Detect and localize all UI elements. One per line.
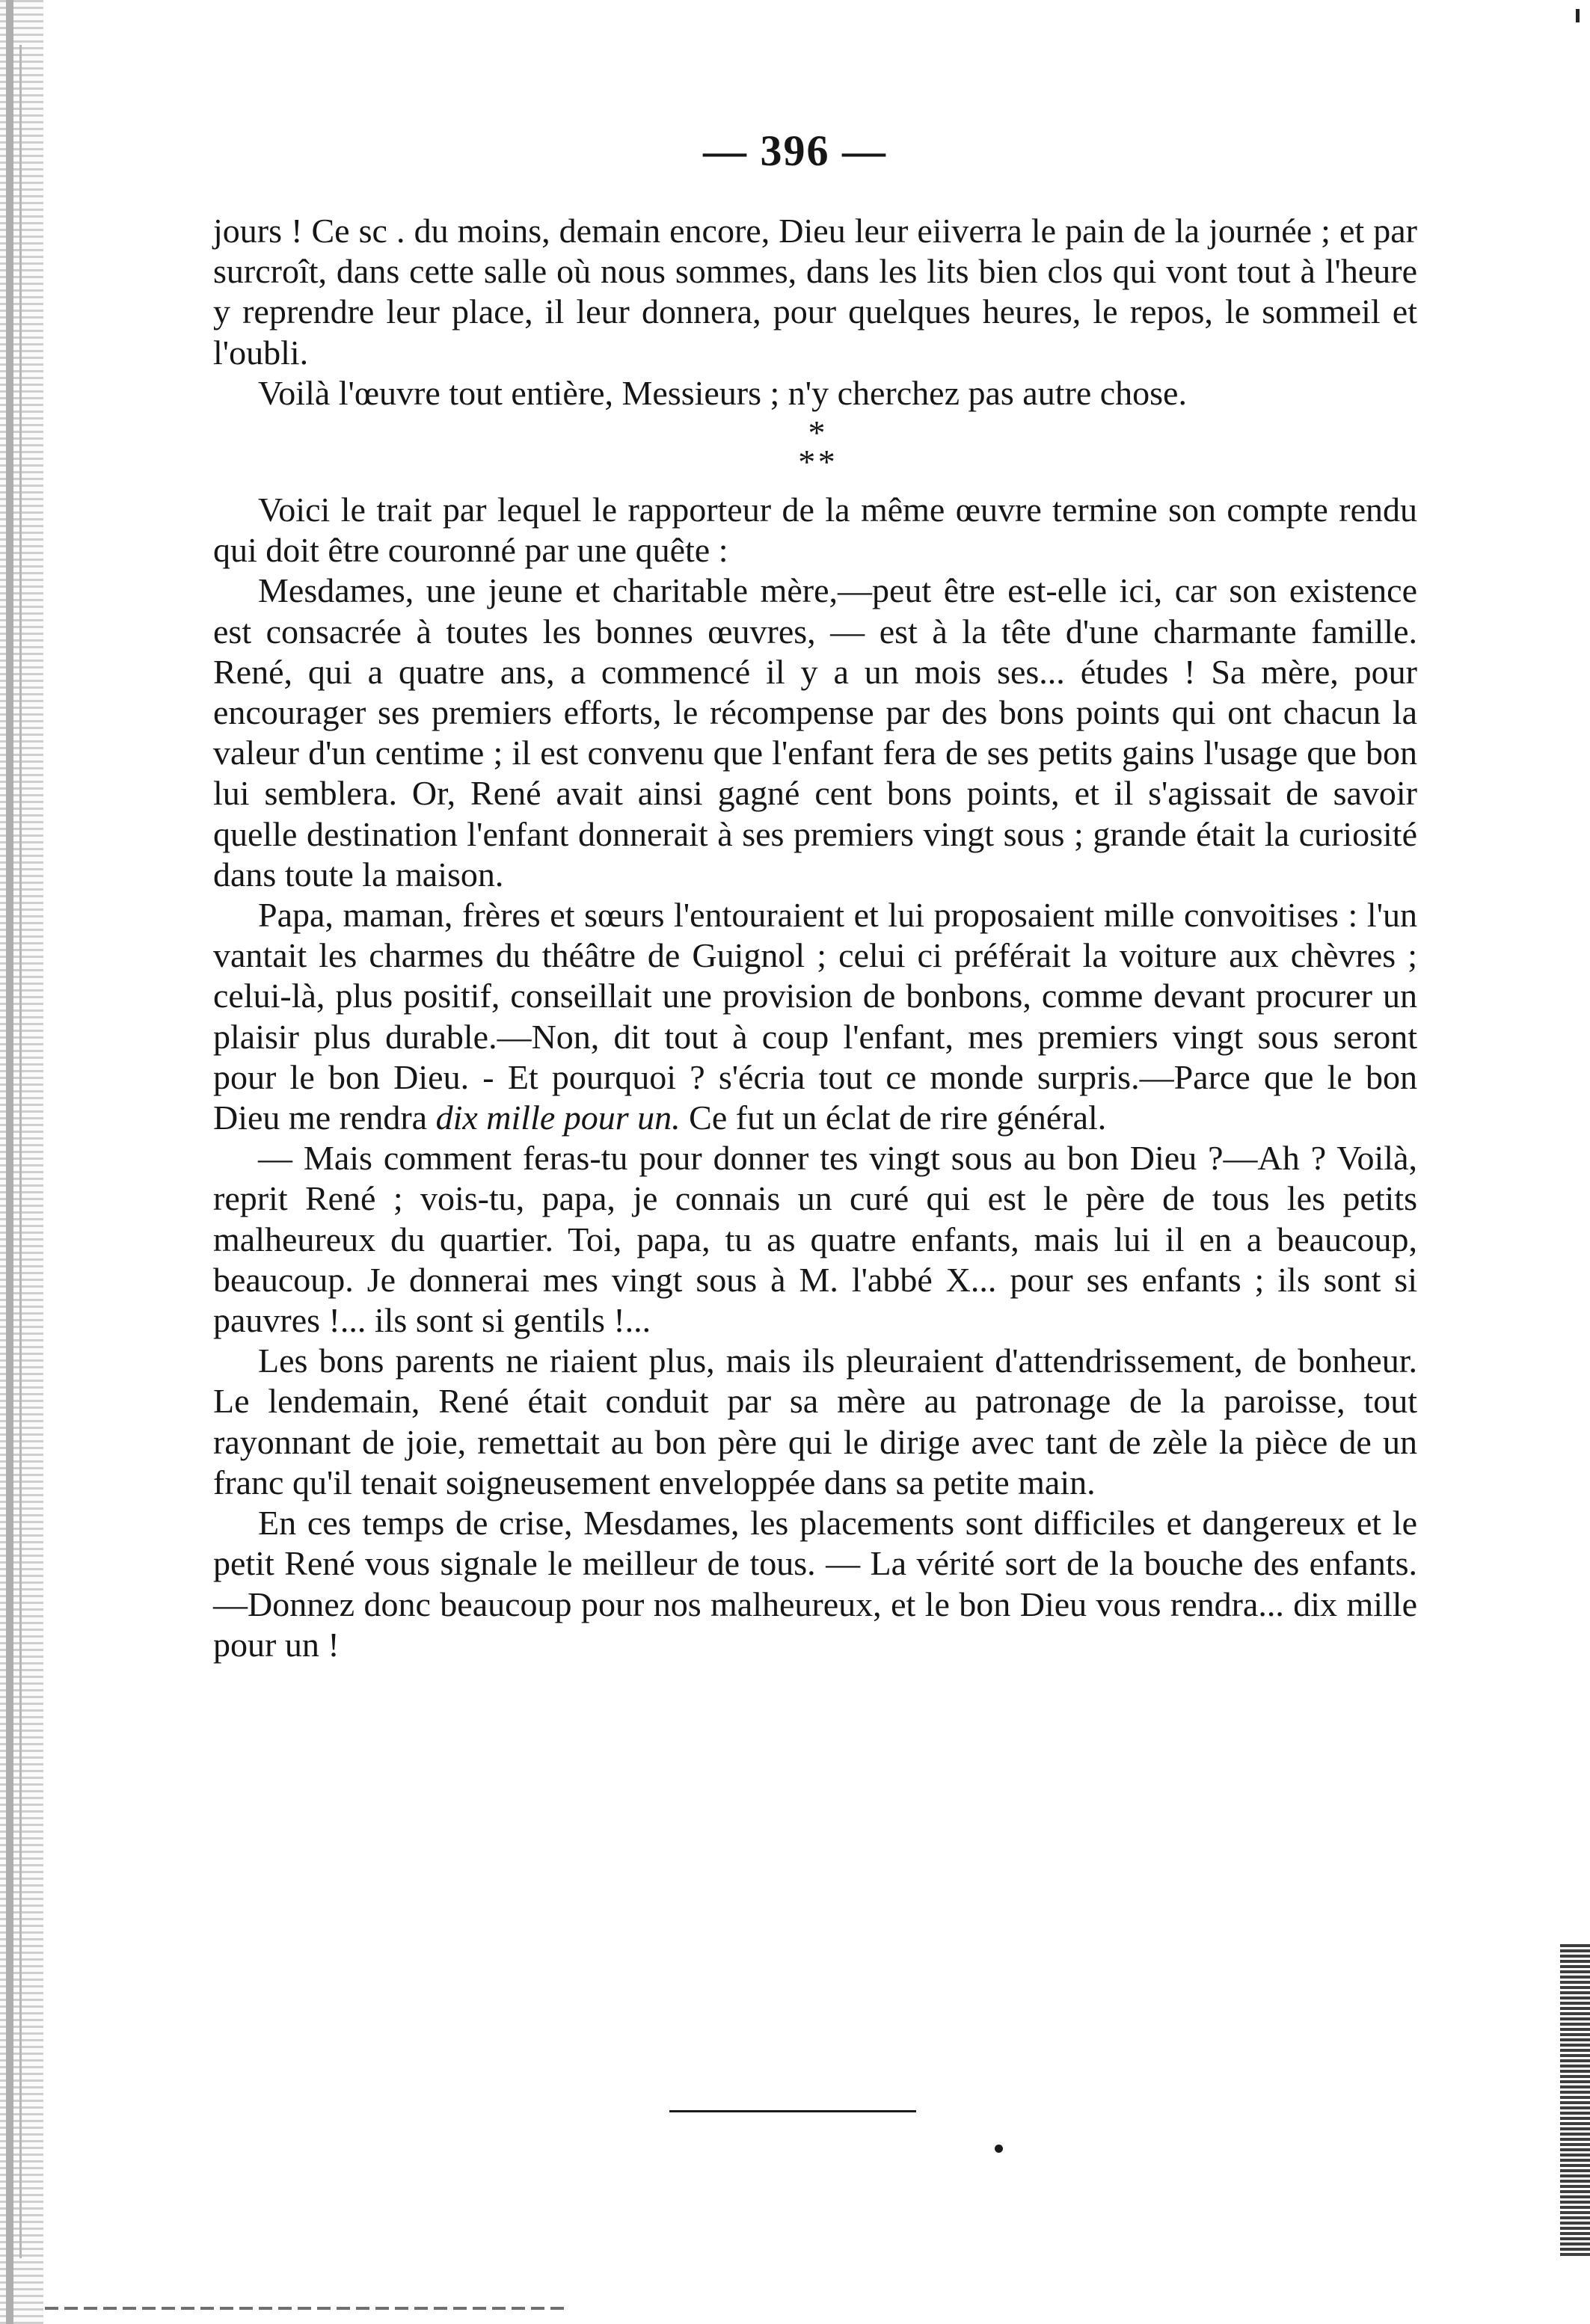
italic-quote: dix mille pour un. [435,1098,681,1137]
body-text [213,211,1417,1665]
section-separator [213,414,1417,482]
paragraph-papa-maman [213,895,1417,1138]
paragraph-papa-maman-text: Papa, maman, frères et sœurs l'entouraient et lui proposaient mille convoitises : l'un vantait les charmes du théâtre de Guignol ; celui ci préférait la voiture aux chèvres ; celui-là, plus positif, conseillait une provision de bonbons, comme devant procurer un plaisir plus durable.—Non, dit tout à coup l'enfant, mes premiers vingt sous seront pour le bon Dieu. - Et pourquoi ? s'écria tout ce monde surpris.—Parce que le bon Dieu me rendra [213,896,1417,1137]
paragraph-mesdames: Mesdames, une jeune et charitable mère,—peut être est-elle ici, car son existence est consacrée à toutes les bonnes œuvres, — est à la tête d'une charmante famille. René, qui a quatre ans, a commencé il y a un mois ses... études ! Sa mère, pour encourager ses premiers efforts, le récompense par des bons points qui ont chacun la valeur d'un centime ; il est convenu que l'enfant fera de ses petits gains l'usage que bon lui semblera. Or, René avait ainsi gagné cent bons points, et il s'agissait de savoir quelle destination l'enfant donnerait à ses premiers vingt sous ; grande était la curiosité dans toute la maison. [213,571,1417,894]
corner-scan-mark [1576,9,1580,22]
binding-edge-scan-artifact [0,0,43,2324]
right-edge-scan-artifact [1560,1944,1590,2258]
paragraph-intro-trait: Voici le trait par lequel le rapporteur de la même œuvre termine son compte rendu qui doit être couronné par une quête : [213,491,1417,570]
ink-dot [995,2145,1003,2153]
paragraph-bons-parents: Les bons parents ne riaient plus, mais ils pleuraient d'attendrissement, de bonheur. Le lendemain, René était conduit par sa mère au patronage de la paroisse, tout rayonnant de joie, remettait au bon père qui le dirige avec tant de zèle la pièce de un franc qu'il tenait soigneusement enveloppée dans sa petite main. [213,1341,1417,1501]
separator-bottom-stars: * * [798,443,832,482]
paragraph-continuation: jours ! Ce sc . du moins, demain encore, Dieu leur eiiverra le pain de la journée ; et par surcroît, dans cette salle où nous sommes, dans les lits bien clos qui vont tout à l'heure y reprendre leur place, il leur donnera, pour quelques heures, le repos, le sommeil et l'oubli. [213,212,1417,372]
paragraph-temps-de-crise: En ces temps de crise, Mesdames, les placements sont difficiles et dangereux et le petit René vous signale le meilleur de tous. — La vérité sort de la bouche des enfants.—Donnez donc beaucoup pour nos malheureux, et le bon Dieu vous rendra... dix mille pour un ! [213,1504,1417,1664]
paragraph-mais-comment: — Mais comment feras-tu pour donner tes vingt sous au bon Dieu ?—Ah ? Voilà, reprit René ; vois-tu, papa, je connais un curé qui est le père de tous les petits malheureux du quartier. Toi, papa, tu as quatre enfants, mais lui il en a beaucoup, beaucoup. Je donnerai mes vingt sous à M. l'abbé X... pour ses enfants ; ils sont si pauvres !... ils sont si gentils !... [213,1139,1417,1340]
separator-top-star: * [808,414,823,452]
paragraph-conclusion: Voilà l'œuvre tout entière, Messieurs ; n'y cherchez pas autre chose. [258,373,1187,412]
page-number: — 396 — [703,126,887,175]
closing-rule [669,2110,916,2112]
paragraph-papa-maman-end: Ce fut un éclat de rire général. [680,1098,1107,1137]
bottom-edge-scan-artifact [45,2307,568,2310]
